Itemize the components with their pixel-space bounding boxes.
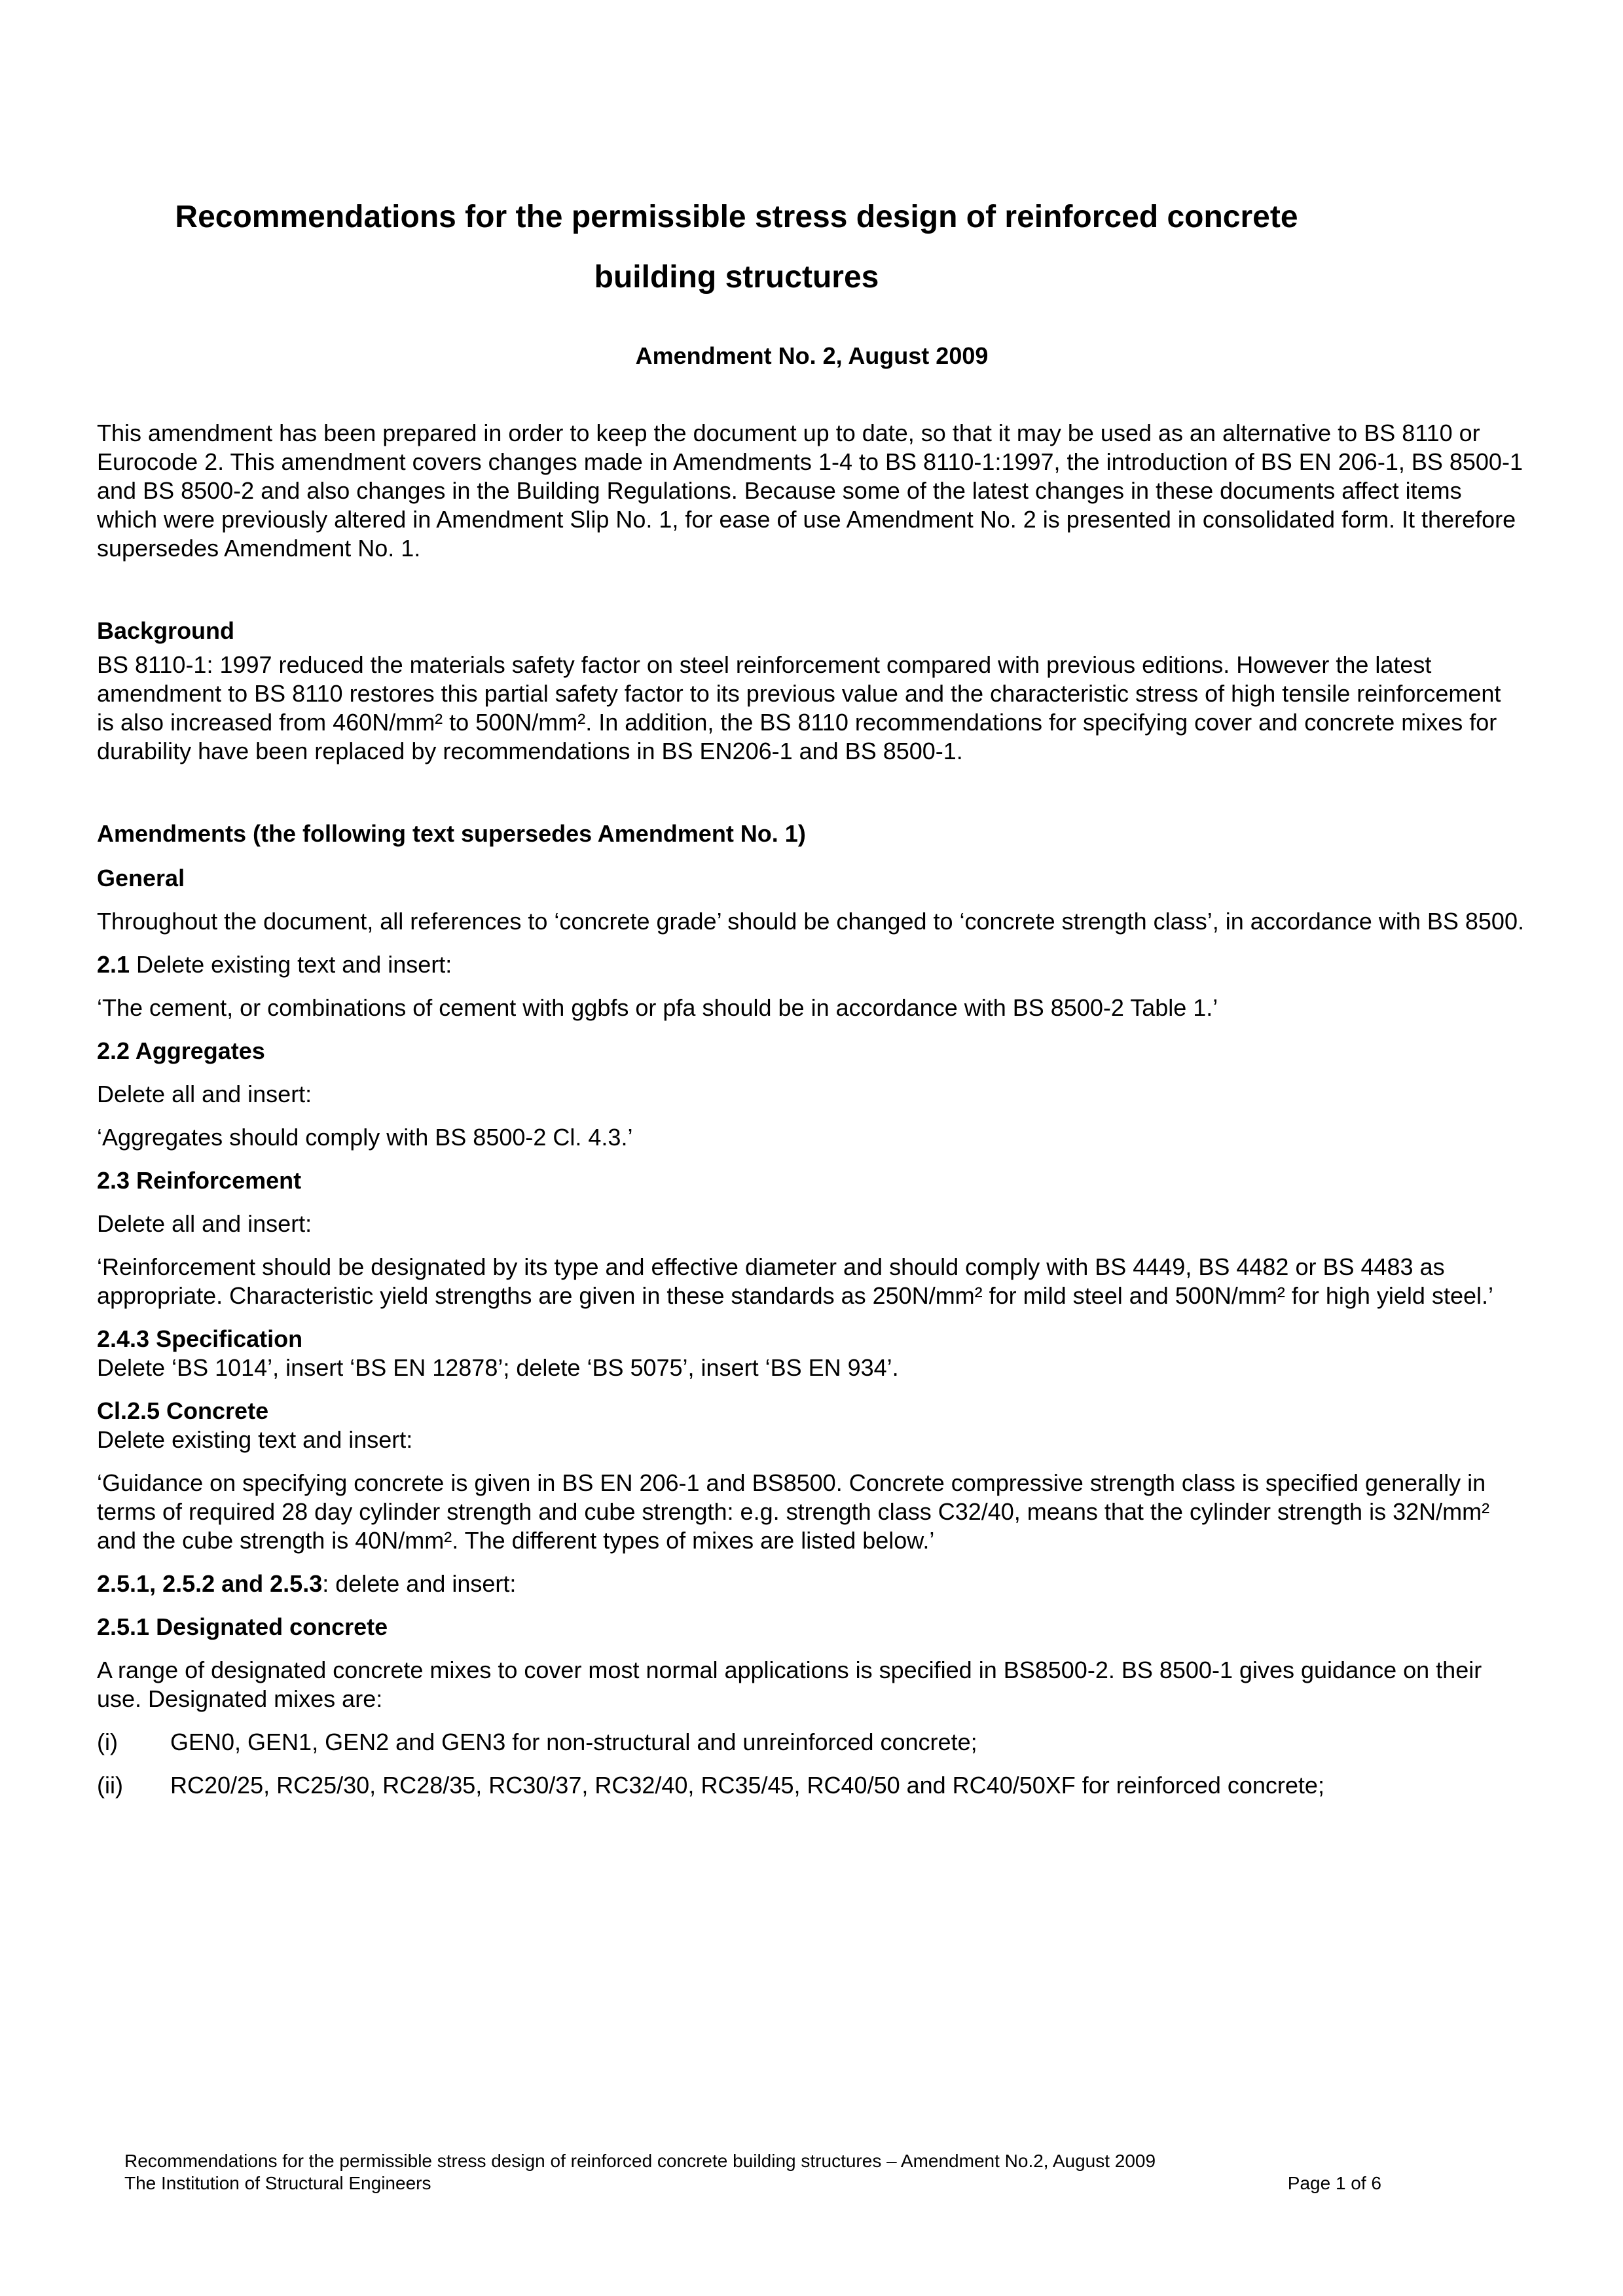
section-2-2-text: Delete all and insert:	[97, 1081, 312, 1107]
list-item	[97, 1771, 1524, 1800]
footer-organisation: The Institution of Structural Engineers	[124, 2173, 431, 2193]
section-2-4-3-heading: 2.4.3 Specification	[97, 1325, 303, 1352]
list-item-text: GEN0, GEN1, GEN2 and GEN3 for non-structural and unreinforced concrete;	[170, 1729, 977, 1755]
amendment-subtitle: Amendment No. 2, August 2009	[635, 342, 989, 369]
list-item-text: RC20/25, RC25/30, RC28/35, RC30/37, RC32/40, RC35/45, RC40/50 and RC40/50XF for reinforced concrete;	[170, 1772, 1324, 1799]
list-item-number: (i)	[97, 1729, 118, 1755]
title-line-1: Recommendations for the permissible stress design of reinforced concrete	[175, 200, 1298, 234]
list-item-number: (ii)	[97, 1772, 123, 1799]
section-2-1-number: 2.1	[97, 951, 130, 978]
footer-row	[124, 2172, 1381, 2195]
section-2-5-quote: ‘Guidance on specifying concrete is given in BS EN 206-1 and BS8500. Concrete compressive strength class is specified generally in terms of required 28 day cylinder strength and cube strength: e.g. strength class C32/40, means that the cylinder strength is 32N/mm² and the cube strength is 40N/mm². The different types of mixes are listed below.’	[97, 1469, 1490, 1554]
document-title	[98, 187, 1375, 308]
page-footer	[124, 2150, 1381, 2195]
section-2-1-quote: ‘The cement, or combinations of cement with ggbfs or pfa should be in accordance with BS 8500-2 Table 1.’	[97, 994, 1218, 1021]
section-2-1	[97, 950, 1524, 979]
section-2-5-x-text: : delete and insert:	[322, 1570, 517, 1597]
section-2-5-1-heading: 2.5.1 Designated concrete	[97, 1613, 388, 1640]
section-2-3-quote: ‘Reinforcement should be designated by its type and effective diameter and should comply with BS 4449, BS 4482 or BS 4483 as appropriate. Characteristic yield strengths are given in these standards as 250N/mm² for mild steel and 500N/mm² for high yield steel.’	[97, 1253, 1493, 1309]
section-2-3-heading: 2.3 Reinforcement	[97, 1167, 302, 1194]
background-paragraph: BS 8110-1: 1997 reduced the materials safety factor on steel reinforcement compared with previous editions. However the latest amendment to BS 8110 restores this partial safety factor to its previous value and the characteristic stress of high tensile reinforcement is also increased from 460N/mm² to 500N/mm². In addition, the BS 8110 recommendations for specifying cover and concrete mixes for durability have been replaced by recommendations in BS EN206-1 and BS 8500-1.	[97, 651, 1501, 764]
general-heading: General	[97, 865, 185, 891]
section-2-5-heading: Cl.2.5 Concrete	[97, 1397, 269, 1424]
section-2-5-1-paragraph: A range of designated concrete mixes to cover most normal applications is specified in BS8500-2. BS 8500-1 gives guidance on their use. Designated mixes are:	[97, 1657, 1482, 1712]
document-body	[97, 419, 1524, 1800]
background-heading: Background	[97, 617, 235, 644]
section-2-5-x-number: 2.5.1, 2.5.2 and 2.5.3	[97, 1570, 323, 1597]
title-line-2: building structures	[594, 260, 879, 295]
list-item	[97, 1728, 1524, 1757]
section-2-2-quote: ‘Aggregates should comply with BS 8500-2 Cl. 4.3.’	[97, 1124, 633, 1151]
section-2-4-3-text: Delete ‘BS 1014’, insert ‘BS EN 12878’; delete ‘BS 5075’, insert ‘BS EN 934’.	[97, 1354, 899, 1381]
section-2-2-heading: 2.2 Aggregates	[97, 1037, 265, 1064]
section-2-3-text: Delete all and insert:	[97, 1210, 312, 1237]
amendments-heading: Amendments (the following text supersedes Amendment No. 1)	[97, 820, 806, 847]
general-paragraph: Throughout the document, all references to ‘concrete grade’ should be changed to ‘concrete strength class’, in accordance with BS 8500.	[97, 908, 1524, 935]
section-2-1-text: Delete existing text and insert:	[130, 951, 452, 978]
section-2-5-text: Delete existing text and insert:	[97, 1426, 413, 1453]
footer-document-title: Recommendations for the permissible stress design of reinforced concrete building structures – Amendment No.2, August 2009	[124, 2151, 1156, 2171]
section-2-5-x	[97, 1570, 1524, 1598]
intro-paragraph: This amendment has been prepared in order to keep the document up to date, so that it may be used as an alternative to BS 8110 or Eurocode 2. This amendment covers changes made in Amendments 1-4 to BS 8110-1:1997, the introduction of BS EN 206-1, BS 8500-1 and BS 8500-2 and also changes in the Building Regulations. Because some of the latest changes in these documents affect items which were previously altered in Amendment Slip No. 1, for ease of use Amendment No. 2 is presented in consolidated form. It therefore supersedes Amendment No. 1.	[97, 420, 1523, 562]
footer-page-number: Page 1 of 6	[1287, 2173, 1381, 2193]
